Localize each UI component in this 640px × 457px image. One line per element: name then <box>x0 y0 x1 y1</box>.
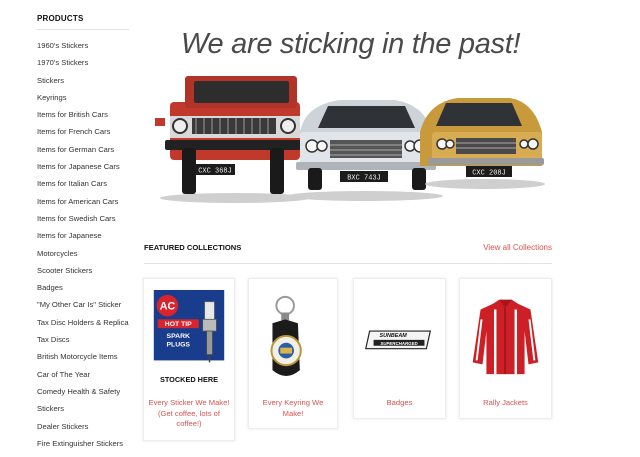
sidebar-item-my-other-car[interactable]: "My Other Car Is" Sticker <box>37 300 122 310</box>
sidebar-item-1960s-stickers[interactable]: 1960's Stickers <box>37 41 89 50</box>
collection-card-label: Every Keyring We Make! <box>262 398 324 418</box>
collection-card-label: Badges <box>386 398 413 407</box>
sidebar-title: PRODUCTS <box>37 14 129 30</box>
sidebar-item-japanese-cars[interactable]: Items for Japanese Cars <box>37 162 120 172</box>
sidebar-item-british-motorcycle[interactable]: British Motorcycle Items <box>37 352 118 362</box>
view-all-collections-link[interactable]: View all Collections <box>483 243 552 252</box>
sidebar-item-italian-cars[interactable]: Items for Italian Cars <box>37 179 108 189</box>
sidebar-item-stickers[interactable]: Stickers <box>37 75 65 85</box>
collection-card-label: Rally Jackets <box>483 398 528 407</box>
spark-plug-sticker-image <box>144 279 234 389</box>
plate-3: CXC 208J <box>472 169 506 178</box>
sidebar-item-car-of-the-year[interactable]: Car of The Year <box>37 369 91 379</box>
stocked-here-text: STOCKED HERE <box>159 374 219 384</box>
plate-2: BXC 743J <box>347 174 381 183</box>
gold-car-illustration <box>420 98 545 189</box>
sunbeam-text: SUNBEAM <box>379 332 407 339</box>
products-sidebar <box>37 14 129 452</box>
sidebar-item-dealer-stickers[interactable]: Dealer Stickers <box>37 421 89 431</box>
sidebar-item-british-cars[interactable]: Items for British Cars <box>37 110 108 120</box>
sidebar-item-american-cars[interactable]: Items for American Cars <box>37 196 119 206</box>
hero-cars-image <box>150 70 545 206</box>
sidebar-item-badges[interactable]: Badges <box>37 283 63 293</box>
silver-car-illustration <box>287 100 443 201</box>
plugs-text: PLUGS <box>166 341 191 349</box>
collection-card-stickers[interactable] <box>143 278 235 441</box>
collection-card-label: Every Sticker We Make! (Get coffee, lots of coffee!) <box>148 398 230 428</box>
sidebar-item-scooter-stickers[interactable]: Scooter Stickers <box>37 265 93 275</box>
sidebar-item-tax-disc[interactable]: Tax Disc Holders & Replica Tax Discs <box>37 317 129 345</box>
rally-jacket-image <box>460 279 551 389</box>
collection-card-badges[interactable] <box>353 278 446 419</box>
ac-logo-text: AC <box>159 300 176 313</box>
sidebar-item-1970s-stickers[interactable]: 1970's Stickers <box>37 58 89 68</box>
sunbeam-badge-image <box>354 279 445 389</box>
red-car-illustration <box>155 76 310 203</box>
featured-collections-title: FEATURED COLLECTIONS <box>144 243 242 252</box>
hero-title: We are sticking in the past! <box>181 28 521 60</box>
featured-collections-header <box>144 242 552 264</box>
sidebar-item-fire-extinguisher[interactable]: Fire Extinguisher Stickers <box>37 438 124 448</box>
supercharged-text: SUPERCHARGED <box>380 340 418 346</box>
spark-text: SPARK <box>166 332 190 340</box>
sidebar-list <box>37 37 129 452</box>
collection-card-keyrings[interactable] <box>248 278 338 429</box>
plate-1: CXC 368J <box>198 167 232 176</box>
sidebar-item-comedy-health-safety[interactable]: Comedy Health & Safety Stickers <box>37 386 121 414</box>
sidebar-item-keyrings[interactable]: Keyrings <box>37 92 67 102</box>
hot-tip-text: HOT TIP <box>164 321 192 329</box>
sidebar-item-french-cars[interactable]: Items for French Cars <box>37 127 111 137</box>
sidebar-item-swedish-cars[interactable]: Items for Swedish Cars <box>37 213 116 223</box>
sidebar-item-japanese-motorcycles[interactable]: Items for Japanese Motorcycles <box>37 231 102 258</box>
collection-card-rally-jackets[interactable] <box>459 278 552 419</box>
keyring-image <box>249 279 337 389</box>
sidebar-item-german-cars[interactable]: Items for German Cars <box>37 144 115 154</box>
